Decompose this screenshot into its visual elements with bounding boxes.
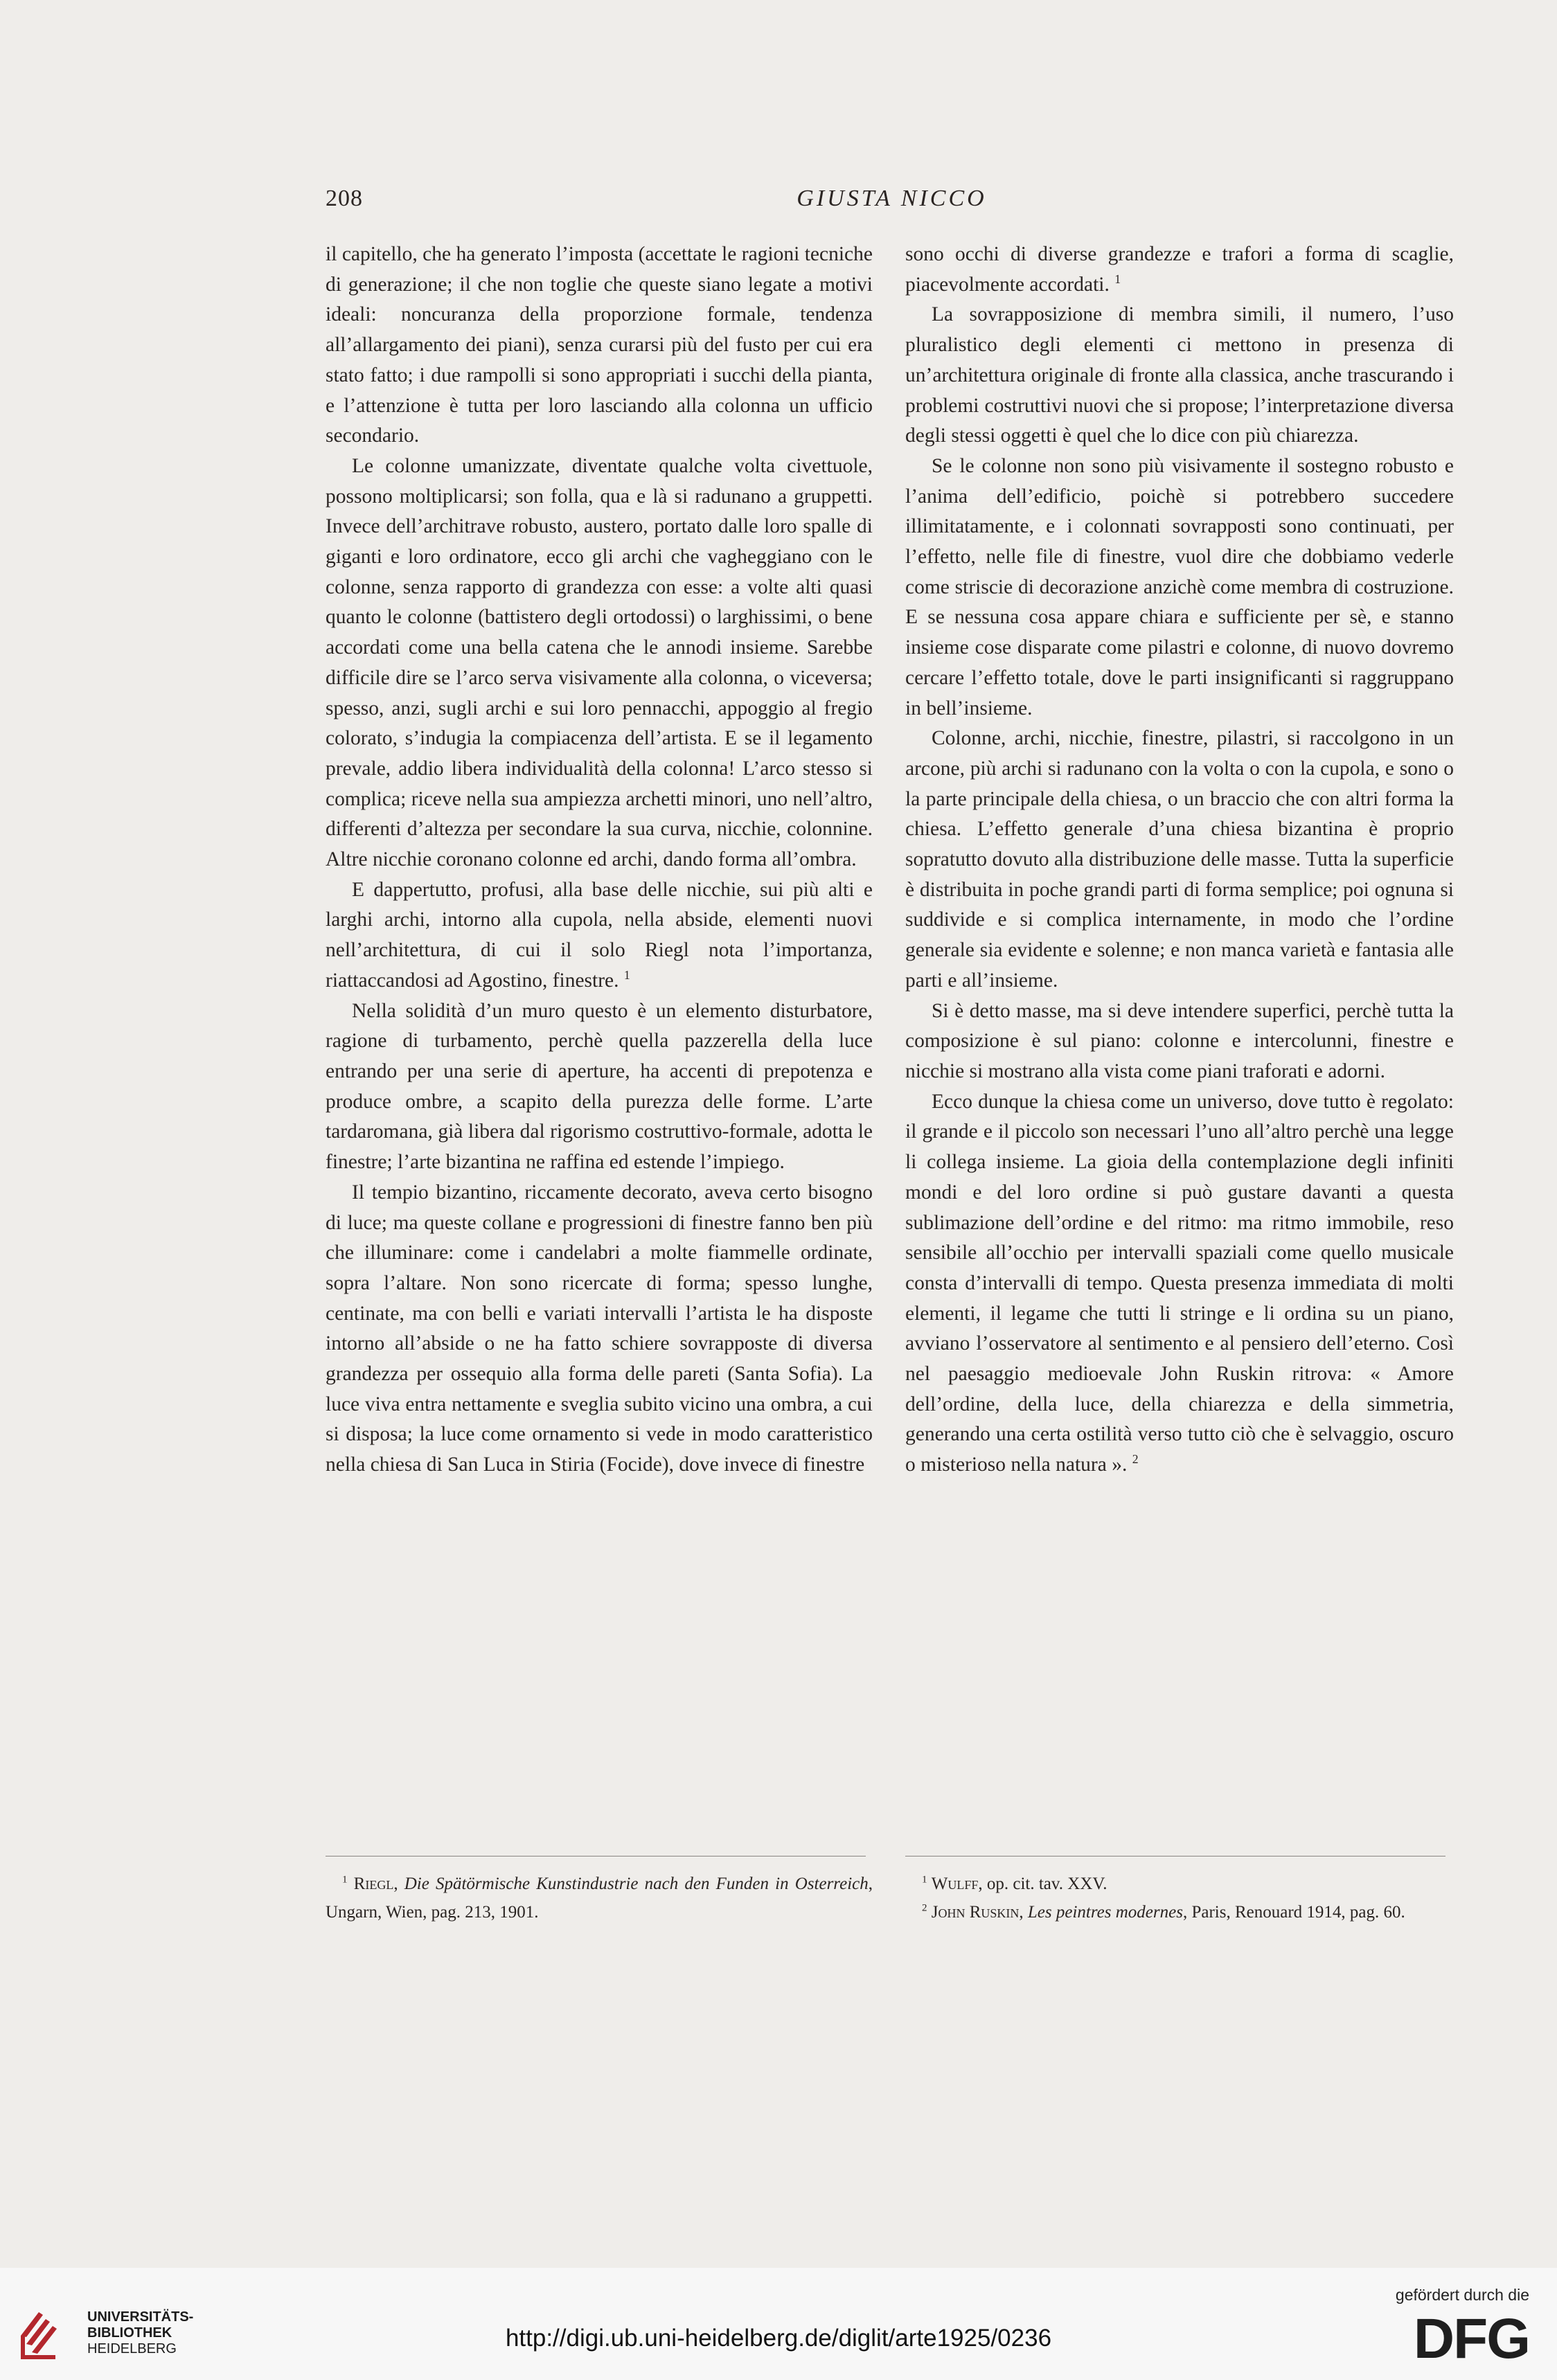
footnote-ref[interactable]: 1 [1114,271,1121,286]
footnote-2-right: $^2$ John Ruskin, Les peintres modernes, Paris, Renouard 1914, pag. 60. [922,1902,1405,1922]
right-paragraph-1-text: sono occhi di diverse grandezze e trafori a forma di scaglie, piacevolmente accordati. [905,243,1454,296]
left-paragraph-3-text: E dappertutto, profusi, alla base delle nicchie, sui più alti e larghi archi, intorno alla cupola, nella abside, elementi nuovi nell’architettura, di cui il solo Riegl nota l’importanza, riattaccandosi ad Agostino, finestre. [326,878,873,992]
footnote-title: Die Spätörmische Kunstindustrie nach den Funden in Osterreich [404,1875,869,1893]
running-head: GIUSTA NICCO [797,186,987,211]
funder-label: gefördert durch die [1395,2286,1529,2304]
footnote-author: John Ruskin [931,1903,1020,1922]
library-line-3: HEIDELBERG [87,2341,177,2356]
left-paragraph-1: il capitello, che ha generato l’imposta (accettate le ragioni tecniche di generazione; il che non toglie che queste siano legate a motivi ideali: noncuranza della proporzione formale, tendenza all’allargamento dei piani), senza curarsi più del fusto per cui era stato fatto; i due rampolli si sono appropriati i succhi della pianta, e l’attenzione è tutta per loro lasciando alla colonna un ufficio secondario. [326,243,873,447]
right-column [905,240,1454,1480]
footnote-title: Les peintres modernes [1027,1903,1183,1922]
left-paragraph-4: Nella solidità d’un muro questo è un elemento disturbatore, ragione di turbamento, perchè quella pazzerella della luce entrando per una serie di aperture, ha accenti di prepotenza e produce ombre, a scapito della purezza delle forme. L’arte tardaromana, già libera dal rigorismo costruttivo-formale, adotta le finestre; l’arte bizantina ne raffina ed estende l’impiego. [326,999,873,1174]
page-header [326,186,1458,220]
footnote-author: Wulff [931,1875,979,1893]
right-paragraph-6 [905,1087,1454,1480]
right-paragraph-1 [905,240,1454,300]
right-paragraph-2: La sovrapposizione di membra simili, il numero, l’uso pluralistico degli elementi ci mettono in presenza di un’architettura originale di fronte alla classica, anche trascurando i problemi costruttivi nuovi che si propose; l’interpretazione diversa degli stessi oggetti è quel che lo dice con più chiarezza. [905,303,1454,447]
footnote-details: , Paris, Renouard 1914, pag. 60. [1182,1903,1405,1922]
footnote-marker: 2 [922,1902,927,1914]
digitization-footer [0,2268,1557,2380]
right-paragraph-3: Se le colonne non sono più visivamente il sostegno robusto e l’anima dell’edificio, poichè si potrebbero succedere illimitatamente, e i colonnati sovrapposti sono continuati, per l’effetto, nelle file di finestre, vuol dire che dobbiamo vederle come striscie di decorazione anzichè come membra di costruzione. E se nessuna cosa appare chiara e sufficiente per sè, e stanno insieme cose disparate come pilastri e colonne, di nuovo dovremo cercare l’effetto totale, dove le parti insignificanti si raggruppano in bell’insieme. [905,454,1454,719]
footnote-ref[interactable]: 1 [623,968,630,983]
footnote-marker: 1 [342,1874,348,1886]
footnotes-left [326,1870,873,1926]
right-paragraph-5: Si è detto masse, ma si deve intendere superfici, perchè tutta la composizione è sul piano: colonne e intercolunni, finestre e nicchie si mostrano alla vista come piani traforati e adorni. [905,999,1454,1082]
left-column [326,240,873,1480]
page-number: 208 [326,186,363,211]
footnotes-right [905,1870,1452,1926]
right-paragraph-6-text: Ecco dunque la chiesa come un universo, dove tutto è regolato: il grande e il piccolo son necessari l’uno all’altro perchè una legge li collega insieme. La gioia della contemplazione degli infiniti mondi e del loro ordine si può gustare davanti a questa sublimazione dell’ordine e del ritmo: ma ritmo immobile, reso sensibile all’occhio per intervalli spaziali come quello musicale consta d’intervalli di tempo. Questa presenza immediata di molti elementi, il legame che tutti li stringe e li ordina su un piano, avviano l’osservatore al sentimento e al pensiero dell’eterno. Così nel paesaggio medioevale John Ruskin ritrova: « Amore dell’ordine, della luce, della chiarezza e della simmetria, generando una certa ostilità verso tutto ciò che è selvaggio, oscuro o misterioso nella natura ». [905,1090,1454,1476]
footnote-marker: 1 [922,1874,927,1886]
dfg-logo: DFG [1413,2307,1529,2370]
footnote-details: , Ungarn, Wien, pag. 213, 1901. [326,1875,873,1922]
library-line-1: UNIVERSITÄTS- [87,2309,194,2325]
footnote-ref[interactable]: 2 [1132,1452,1139,1467]
left-paragraph-3 [326,875,873,996]
permalink-url[interactable]: http://digi.ub.uni-heidelberg.de/diglit/arte1925/0236 [505,2325,1052,2352]
footnote-author: Riegl [353,1875,394,1893]
left-paragraph-2: Le colonne umanizzate, diventate qualche volta civettuole, possono moltiplicarsi; son folla, qua e là si radunano a gruppetti. Invece dell’architrave robusto, austero, portato dalle loro spalle di giganti e loro ordinatore, ecco gli archi che vagheggiano con le colonne, senza rapporto di grandezza con esse: a volte alti quasi quanto le colonne (battistero degli ortodossi) o larghissimi, o bene accordati come una bella catena che le annodi insieme. Sarebbe difficile dire se l’arco serva visivamente alla colonna, o viceversa; spesso, anzi, sugli archi e sui loro pennacchi, appoggio al fregio colorato, s’indugia la compiacenza dell’artista. E se il legamento prevale, addio libera individualità della colonna! L’arco stesso si complica; riceve nella sua ampiezza archetti minori, uno nell’altro, differenti d’altezza per secondare la sua curva, nicchie, colonnine. Altre nicchie coronano colonne ed archi, dando forma all’ombra. [326,454,873,871]
footnote-1-left: $^1$ Riegl, Die Spätörmische Kunstindustrie nach den Funden in Osterreich, Ungarn, Wien, pag. 213, 1901. [326,1874,873,1922]
footnote-1-right [905,1870,1452,1898]
right-paragraph-4: Colonne, archi, nicchie, finestre, pilastri, si raccolgono in un arcone, più archi si radunano con la volta o con la cupola, e sono o la parte principale della chiesa, o un braccio che con altri forma la chiesa. L’effetto generale d’una chiesa bizantina è proprio sopratutto dovuto alla distribuzione delle masse. Tutta la superficie è distribuita in poche grandi parti di forma semplice; poi ognuna si suddivide e si complica internamente, in modo che l’ordine generale sia evidente e solenne; e non manca varietà e fantasia alle parti e all’insieme. [905,727,1454,992]
left-paragraph-5: Il tempio bizantino, riccamente decorato, aveva certo bisogno di luce; ma queste collane e progressioni di finestre fanno ben più che illuminare: come i candelabri a molte fiammelle ordinate, sopra l’altare. Non sono ricercate di forma; spesso lunghe, centinate, ma con belli e variati intervalli l’artista le ha disposte intorno all’abside o ne ha fatto schiere sovrapposte di diversa grandezza per ossequio alla forma delle pareti (Santa Sofia). La luce viva entra nettamente e sveglia subito vicino una ombra, a cui si disposa; la luce come ornamento si vede in modo caratteristico nella chiesa di San Luca in Stiria (Focide), dove invece di finestre [326,1181,873,1476]
library-line-2: BIBLIOTHEK [87,2325,172,2341]
footnote-details: , op. cit. tav. XXV. [978,1875,1107,1893]
